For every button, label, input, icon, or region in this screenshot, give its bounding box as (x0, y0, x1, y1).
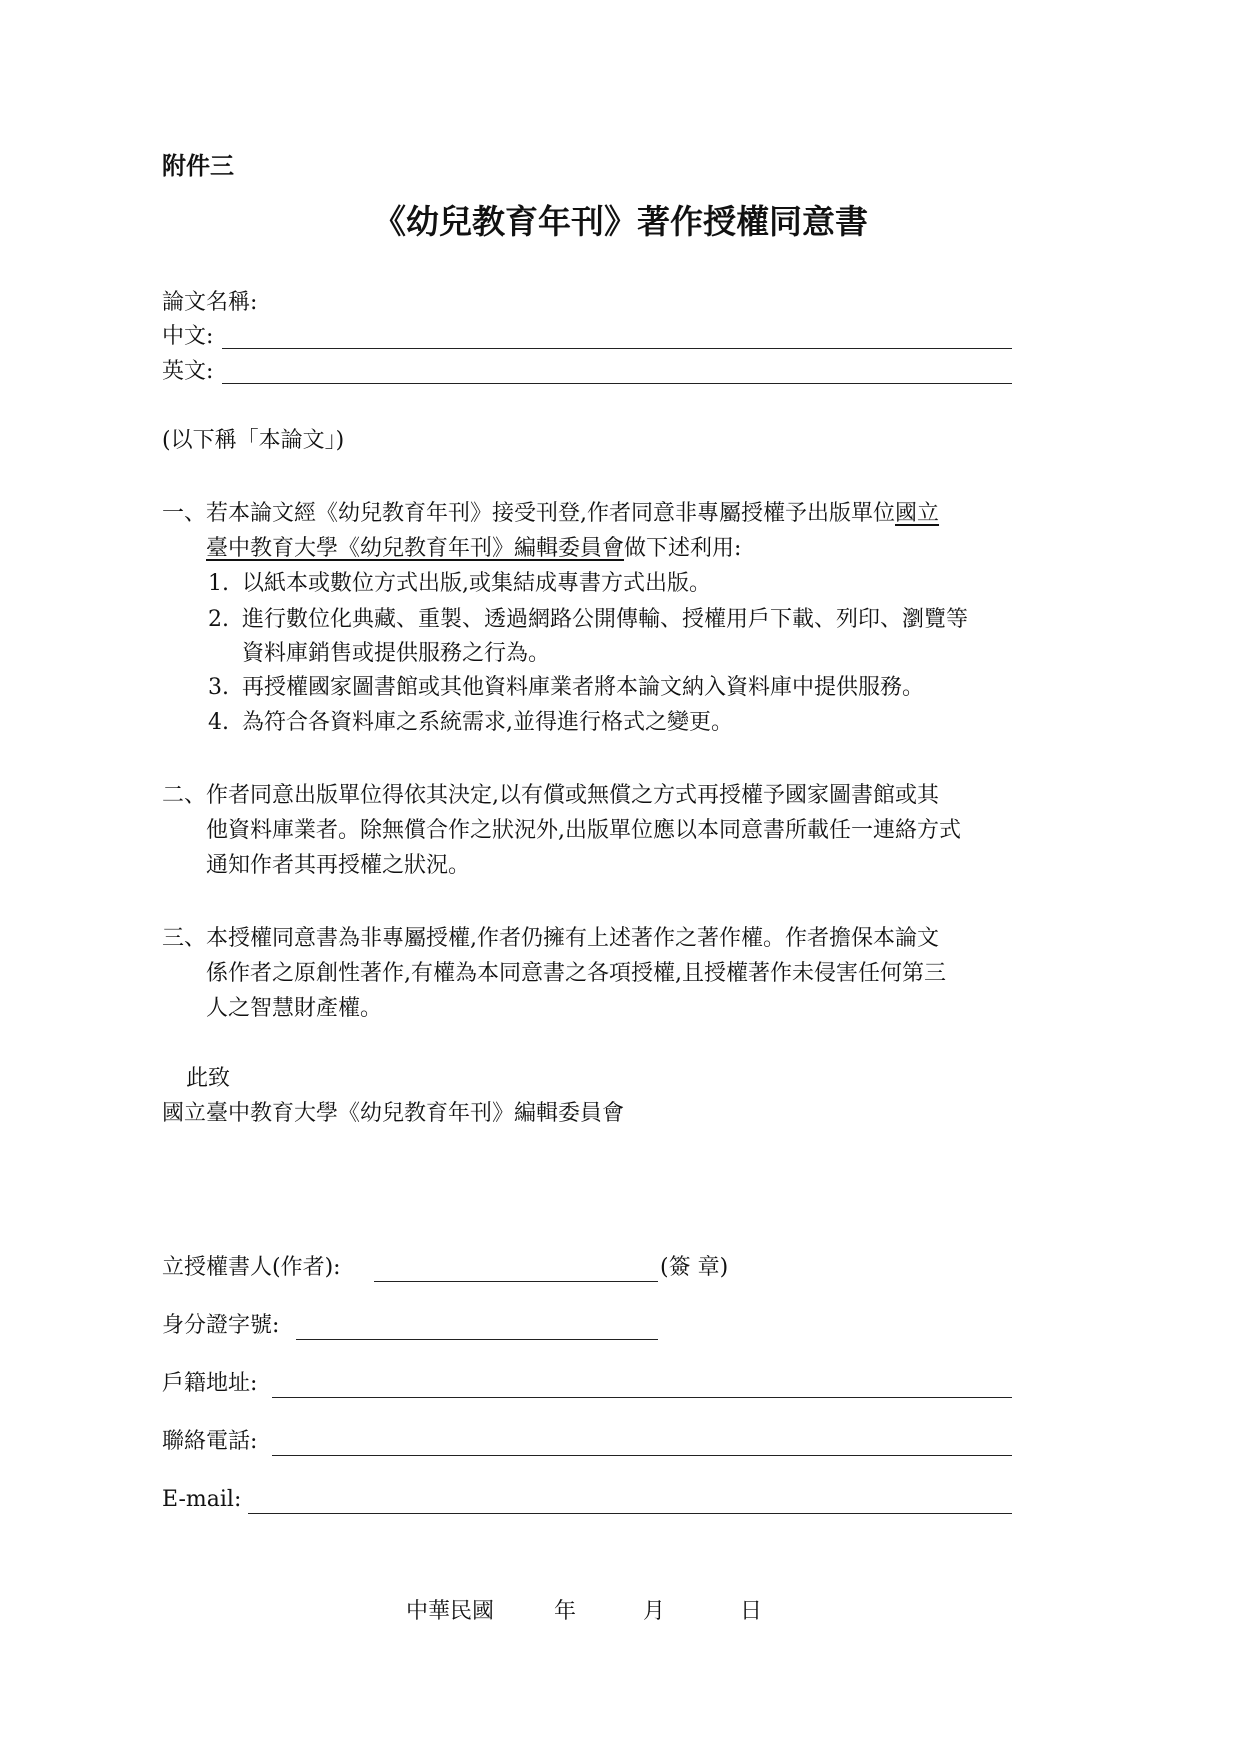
clause1-item (208, 573, 711, 595)
clause1-text-cont: 做下述利用: (624, 536, 742, 561)
clause2-marker: 二、 (162, 783, 207, 808)
thesis-en-label: 英文: (162, 359, 214, 384)
document-title: 《幼兒教育年刊》著作授權同意書 (373, 202, 868, 241)
clause2-line1 (162, 785, 939, 807)
author-signature-field[interactable] (374, 1281, 658, 1282)
id-number-field[interactable] (296, 1339, 658, 1340)
clause1-publisher-part1: 國立 (895, 501, 940, 526)
date-month: 月 (643, 1599, 666, 1624)
recipient: 國立臺中教育大學《幼兒教育年刊》編輯委員會 (162, 1101, 625, 1126)
clause3-line2: 係作者之原創性著作,有權為本同意書之各項授權,且授權著作未侵害任何第三 (206, 961, 946, 986)
thesis-zh-label: 中文: (162, 324, 214, 349)
thesis-en-field[interactable] (222, 383, 1012, 384)
item-text-cont: 資料庫銷售或提供服務之行為。 (242, 641, 551, 666)
phone-label: 聯絡電話: (162, 1429, 258, 1454)
clause3-marker: 三、 (162, 926, 207, 951)
item-number: 4. (208, 710, 229, 735)
clause1-item (208, 712, 733, 734)
sign-seal-note: (簽 章) (660, 1255, 729, 1280)
salutation: 此致 (186, 1066, 231, 1091)
address-label: 戶籍地址: (162, 1371, 258, 1396)
clause2-line2: 他資料庫業者。除無償合作之狀況外,出版單位應以本同意書所載任一連絡方式 (206, 818, 961, 843)
clause1-item (208, 609, 968, 631)
author-label: 立授權書人(作者): (162, 1255, 341, 1280)
clause1-line1 (162, 503, 939, 525)
clause3-line1 (162, 928, 939, 950)
hereafter-note: (以下稱「本論文」) (162, 428, 345, 453)
address-field[interactable] (272, 1397, 1012, 1398)
item-text: 為符合各資料庫之系統需求,並得進行格式之變更。 (242, 710, 733, 735)
clause1-line2 (206, 538, 741, 560)
item-text: 以紙本或數位方式出版,或集結成專書方式出版。 (242, 571, 711, 596)
item-text: 再授權國家圖書館或其他資料庫業者將本論文納入資料庫中提供服務。 (242, 675, 925, 700)
annex-label: 附件三 (162, 152, 234, 180)
clause1-item (208, 677, 924, 699)
email-field[interactable] (248, 1513, 1012, 1514)
item-number: 3. (208, 675, 229, 700)
clause1-marker: 一、 (162, 501, 207, 526)
clause3-line3: 人之智慧財產權。 (206, 996, 383, 1021)
thesis-name-label: 論文名稱: (162, 290, 258, 315)
email-label: E-mail: (162, 1487, 242, 1512)
id-number-label: 身分證字號: (162, 1313, 280, 1338)
clause1-publisher-part2: 臺中教育大學《幼兒教育年刊》編輯委員會 (206, 536, 625, 561)
item-text: 進行數位化典藏、重製、透過網路公開傳輸、授權用戶下載、列印、瀏覽等 (242, 607, 969, 632)
clause2-line3: 通知作者其再授權之狀況。 (206, 853, 471, 878)
phone-field[interactable] (272, 1455, 1012, 1456)
date-day: 日 (740, 1599, 763, 1624)
date-era: 中華民國 (406, 1599, 495, 1624)
clause1-text: 若本論文經《幼兒教育年刊》接受刊登,作者同意非專屬授權予出版單位 (206, 501, 896, 526)
item-number: 2. (208, 607, 229, 632)
thesis-zh-field[interactable] (222, 348, 1012, 349)
clause2-text: 作者同意出版單位得依其決定,以有償或無償之方式再授權予國家圖書館或其 (206, 783, 940, 808)
item-number: 1. (208, 571, 229, 596)
date-year: 年 (554, 1599, 577, 1624)
clause3-text: 本授權同意書為非專屬授權,作者仍擁有上述著作之著作權。作者擔保本論文 (206, 926, 940, 951)
